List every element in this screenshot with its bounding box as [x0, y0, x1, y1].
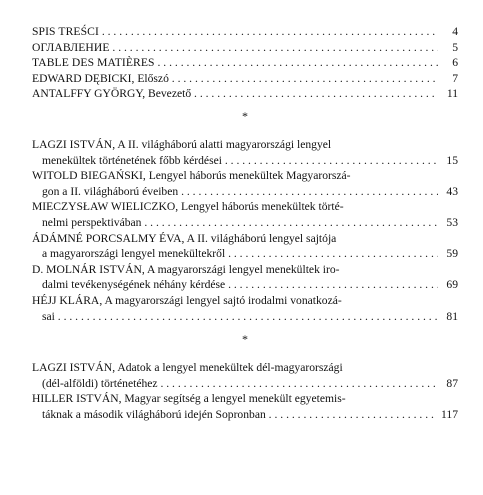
toc-entry-page: 53 [446, 215, 458, 229]
toc-entry-line: menekültek történetének főbb kérdései . . . [42, 153, 438, 169]
toc-entry-eloszo[interactable] [32, 71, 458, 87]
toc-entry-work: , Lengyel háborús menekültek Magyarorszá- [142, 169, 351, 183]
toc-entry-page: 7 [452, 71, 458, 85]
toc-entry-title: TABLE DES MATIÈRES . . . [32, 55, 438, 71]
toc-entry-page: 15 [446, 153, 458, 167]
toc-entry-page: 6 [452, 56, 458, 70]
toc-entry-author: HILLER ISTVÁN [32, 392, 119, 406]
toc-entry-line [32, 262, 458, 278]
toc-entry-page: 4 [452, 25, 458, 38]
section-separator: * [242, 108, 248, 123]
toc-entry-author: EDWARD DĘBICKI [32, 71, 132, 85]
toc-entry-work: , A magyarországi lengyel menekültek iro- [141, 262, 340, 276]
toc-entry-oglavlenie[interactable] [32, 40, 458, 56]
toc-entry-author: D. MOLNÁR ISTVÁN [32, 262, 142, 276]
toc-entry-work: , A II. világháború alatti magyarországi lengyel [112, 137, 332, 151]
toc-entry-title: SPIS TREŚCI . . . [32, 24, 438, 40]
toc-entry-line [32, 199, 458, 215]
toc-entry-page: 59 [446, 247, 458, 261]
toc-entry-line: nelmi perspektivában . . . [42, 215, 438, 231]
toc-entry-work: , Bevezető [142, 87, 192, 101]
toc-entry-work: , A II. világháború lengyel sajtója [181, 231, 337, 245]
toc-entry-hiller[interactable] [32, 391, 458, 422]
toc-entry-line: sai . . . [42, 309, 438, 325]
toc-entry-page: 81 [446, 309, 458, 323]
toc-entry-work: , Adatok a lengyel menekültek dél-magyarországi [112, 361, 343, 375]
toc-entry-line [32, 360, 458, 376]
toc-entry-lagzi-2[interactable] [32, 360, 458, 391]
toc-entry-wieliczko[interactable] [32, 199, 458, 230]
toc-entry-title: ОГЛАВЛЕНИЕ . . . [32, 40, 438, 56]
toc-entry-page: 87 [446, 376, 458, 390]
toc-entry-title [32, 86, 438, 102]
table-of-contents [32, 24, 458, 422]
toc-entry-page: 5 [452, 40, 458, 54]
toc-entry-work: , Lengyel háborús menekültek törté- [175, 200, 344, 214]
toc-entry-line: (dél-alföldi) történetéhez . . . [42, 376, 438, 392]
toc-entry-author: ANTALFFY GYÖRGY [32, 87, 143, 101]
toc-entry-author: WITOLD BIEGAŃSKI [32, 169, 143, 183]
toc-entry-work: , Magyar segítség a lengyel menekült egyetemis- [118, 392, 346, 406]
toc-entry-line [32, 293, 458, 309]
toc-entry-porcsalmy[interactable] [32, 231, 458, 262]
toc-entry-line [32, 137, 458, 153]
toc-entry-line: táknak a második világháború idején Sopronban . . . [42, 407, 435, 423]
toc-entry-author: MIECZYSŁAW WIELICZKO [32, 200, 176, 214]
toc-entry-lagzi-1[interactable] [32, 137, 458, 168]
toc-entry-bevezeto[interactable] [32, 86, 458, 102]
toc-entry-molnar[interactable] [32, 262, 458, 293]
toc-entry-author: HÉJJ KLÁRA [32, 293, 100, 307]
toc-entry-bieganski[interactable] [32, 168, 458, 199]
toc-entry-line [32, 231, 458, 247]
toc-entry-title [32, 71, 438, 87]
toc-entry-author: ÁDÁMNÉ PORCSALMY ÉVA [32, 231, 182, 245]
toc-entry-work: , Előszó [131, 71, 169, 85]
toc-entry-page: 11 [446, 87, 458, 101]
toc-entry-line: a magyarországi lengyel menekültekről . . . [42, 246, 438, 262]
toc-entry-hejj[interactable] [32, 293, 458, 324]
toc-entry-line: dalmi tevékenységének néhány kérdése . . . [42, 277, 438, 293]
toc-entry-table-des-matieres[interactable] [32, 55, 458, 71]
toc-entry-line [32, 391, 458, 407]
toc-entry-line: gon a II. világháború éveiben . . . [42, 184, 438, 200]
toc-entry-author: LAGZI ISTVÁN [32, 361, 113, 375]
toc-entry-spis-tresci[interactable] [32, 24, 458, 40]
toc-entry-page: 43 [446, 184, 458, 198]
toc-entry-page: 117 [441, 407, 458, 421]
toc-entry-work: , A magyarországi lengyel sajtó irodalmi vonatkozá- [99, 293, 342, 307]
toc-entry-author: LAGZI ISTVÁN [32, 137, 113, 151]
toc-entry-line [32, 168, 458, 184]
section-separator: * [242, 332, 248, 347]
toc-entry-page: 69 [446, 278, 458, 292]
